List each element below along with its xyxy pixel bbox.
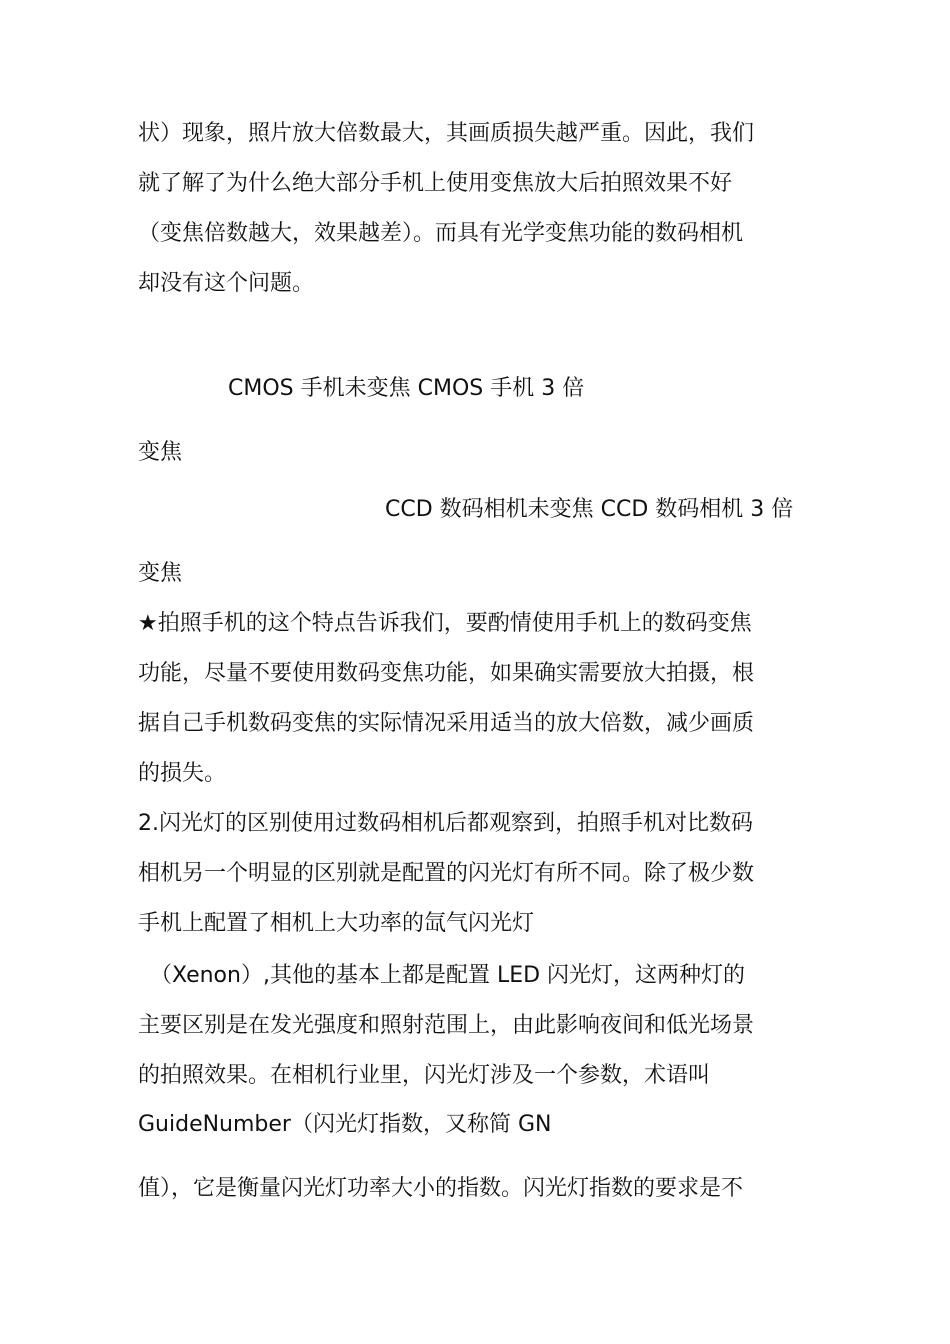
tip-line-3: 据自己手机数码变焦的实际情况采用适当的放大倍数，减少画质 <box>138 711 755 736</box>
section2-line-3: 手机上配置了相机上大功率的氙气闪光灯 <box>138 911 535 936</box>
caption-cmos-line-2: 变焦 <box>138 440 183 465</box>
section2-line-5: 主要区别是在发光强度和照射范围上，由此影响夜间和低光场景 <box>138 1013 755 1038</box>
caption-ccd-line-1: CCD 数码相机未变焦 CCD 数码相机 3 倍 <box>385 497 794 522</box>
section2-line-8: 值），它是衡量闪光灯功率大小的指数。闪光灯指数的要求是不 <box>138 1176 744 1201</box>
caption-cmos-line-1: CMOS 手机未变焦 CMOS 手机 3 倍 <box>228 376 585 401</box>
section2-line-2: 相机另一个明显的区别就是配置的闪光灯有所不同。除了极少数 <box>138 861 755 886</box>
section2-line-4: （Xenon）,其他的基本上都是配置 LED 闪光灯，这两种灯的 <box>150 963 746 988</box>
paragraph1-line-4: 却没有这个问题。 <box>138 271 315 296</box>
section2-line-6: 的拍照效果。在相机行业里，闪光灯涉及一个参数，术语叫 <box>138 1063 711 1088</box>
paragraph1-line-3: （变焦倍数越大，效果越差）。而具有光学变焦功能的数码相机 <box>138 221 744 246</box>
tip-line-2: 功能，尽量不要使用数码变焦功能，如果确实需要放大拍摄，根 <box>138 661 755 686</box>
caption-ccd-line-2: 变焦 <box>138 561 183 586</box>
section2-line-7: GuideNumber（闪光灯指数，又称简 GN <box>138 1112 552 1137</box>
paragraph1-line-1: 状）现象，照片放大倍数最大，其画质损失越严重。因此，我们 <box>138 121 755 146</box>
section2-line-1: 2.闪光灯的区别使用过数码相机后都观察到，拍照手机对比数码 <box>138 811 753 836</box>
tip-line-1: ★拍照手机的这个特点告诉我们，要酌情使用手机上的数码变焦 <box>138 611 752 636</box>
paragraph1-line-2: 就了解了为什么绝大部分手机上使用变焦放大后拍照效果不好 <box>138 171 733 196</box>
tip-line-4: 的损失。 <box>138 761 227 786</box>
